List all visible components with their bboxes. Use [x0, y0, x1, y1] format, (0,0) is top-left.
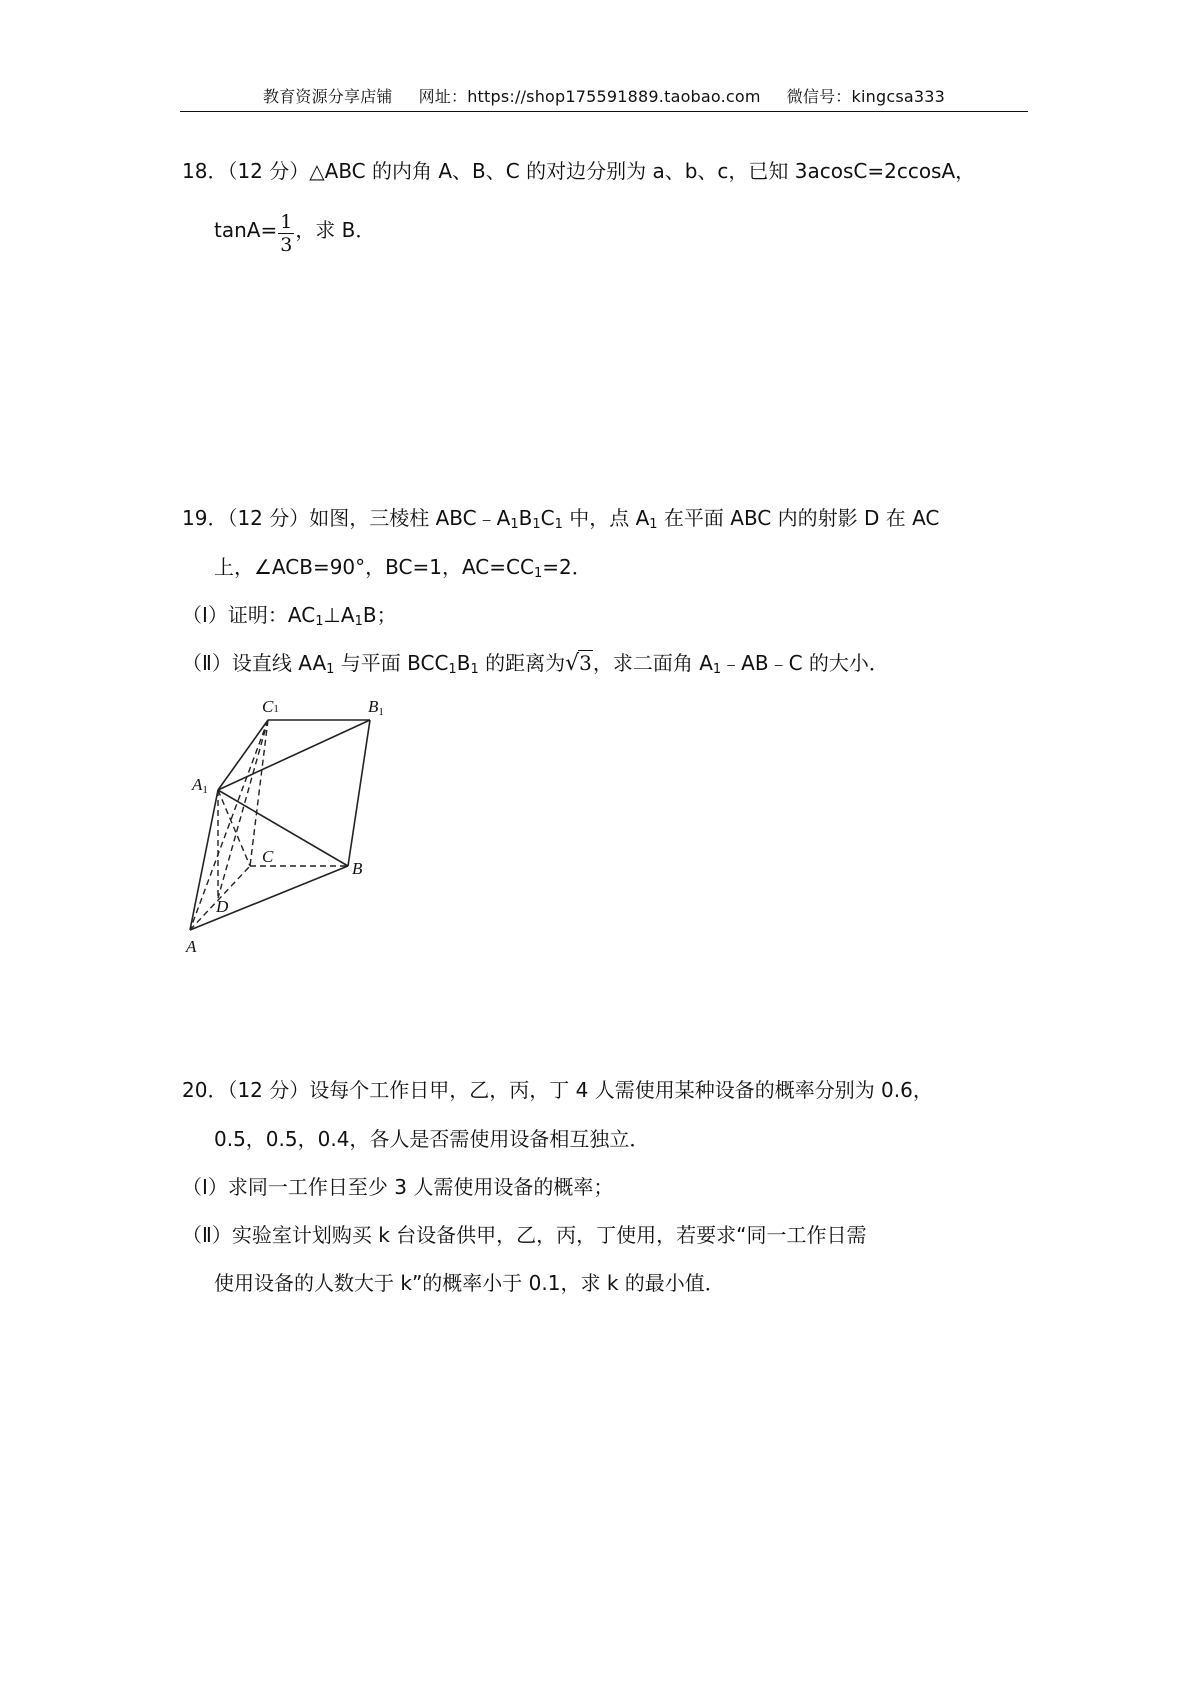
q19-part2: （Ⅱ）设直线 $AA_1$ 与平面 $BCC_1B_1$ 的距离为√3，求二面角 $A_1﹣AB﹣C$ 的大小．	[182, 651, 889, 677]
q19-line1: 19．（12 分）如图，三棱柱 $ABC﹣A_1B_1C_1$ 中，点 $A_1$ 在平面 ABC 内的射影 D 在 AC	[182, 506, 940, 532]
shop-url[interactable]: https://shop175591889.taobao.com	[467, 87, 761, 106]
q19-part1: （Ⅰ）证明：$AC_1\perp A_1B$；	[182, 603, 397, 629]
wechat-id: kingcsa333	[851, 87, 945, 106]
url-label: 网址：	[418, 87, 468, 106]
page-header	[180, 86, 1028, 108]
q20-line2: 0.5，0.5，0.4，各人是否需使用设备相互独立．	[214, 1127, 650, 1151]
label-c1: C1	[262, 697, 279, 716]
prism-figure	[178, 690, 398, 960]
q19-line2: 上，∠ACB=90°，BC=1，$AC=CC_1=2$．	[214, 555, 592, 581]
q20-part2-line1: （Ⅱ）实验室计划购买 k 台设备供甲，乙，丙，丁使用，若要求“同一工作日需	[182, 1223, 867, 1247]
q18-fraction: $\frac{1}{3}$	[280, 211, 293, 256]
q20-part1: （Ⅰ）求同一工作日至少 3 人需使用设备的概率；	[182, 1175, 614, 1199]
edge-b1-b	[348, 720, 370, 866]
header-rule	[180, 111, 1028, 112]
q20-line1: 20．（12 分）设每个工作日甲，乙，丙，丁 4 人需使用某种设备的概率分别为 0.6，	[182, 1078, 933, 1102]
q18-line1: 18．（12 分）△ABC 的内角 A、B、C 的对边分别为 a、b、c，已知 3acosC=2ccosA，	[182, 159, 976, 183]
edge-a1-c1	[218, 720, 268, 790]
q20-part2-line2: 使用设备的人数大于 k”的概率小于 0.1，求 k 的最小值．	[214, 1271, 725, 1295]
edge-a1-b1	[218, 720, 370, 790]
label-b: B	[352, 859, 363, 878]
q18-line2: tanA= $\frac{1}{3}$ ，求 B．	[214, 211, 376, 256]
label-b1: B1	[368, 697, 384, 718]
shop-name: 教育资源分享店铺	[263, 87, 393, 106]
label-d: D	[216, 897, 229, 916]
label-a1: A1	[192, 775, 208, 796]
edge-a1-a	[190, 790, 218, 930]
label-a: A	[186, 937, 197, 956]
prism-diagram	[178, 690, 398, 960]
label-c: C	[262, 847, 274, 866]
edge-c1-a	[190, 720, 268, 930]
sqrt-three: √3	[565, 651, 592, 676]
edge-a-b	[190, 866, 348, 930]
wechat-label: 微信号：	[786, 87, 852, 106]
